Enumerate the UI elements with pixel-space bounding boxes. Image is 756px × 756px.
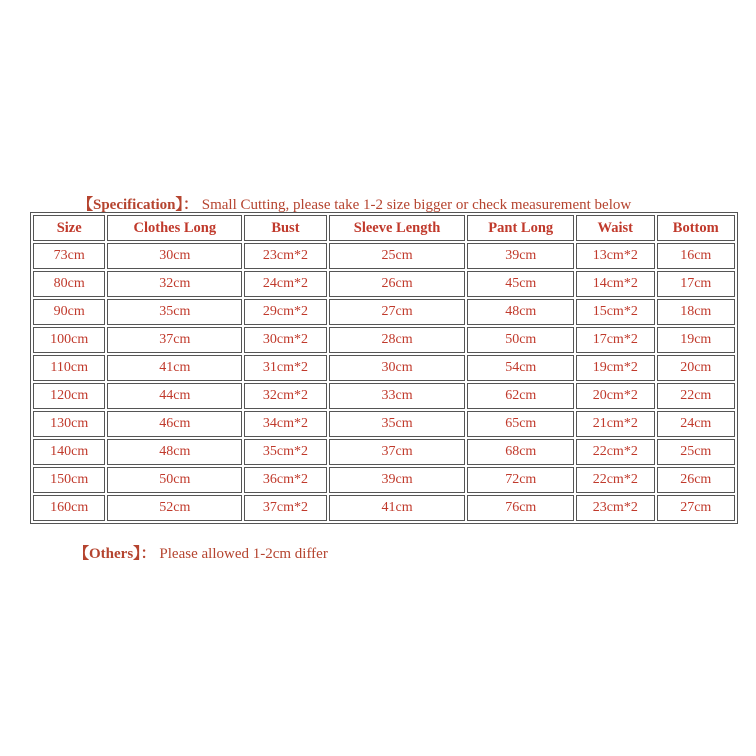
table-row <box>33 467 735 493</box>
others-label: 【Others】： <box>74 546 156 562</box>
table-cell: 28cm <box>329 327 466 353</box>
column-header: Size <box>33 215 105 241</box>
specification-label: 【Specification】： <box>78 197 198 213</box>
table-cell: 36cm*2 <box>244 467 326 493</box>
table-cell: 160cm <box>33 495 105 521</box>
table-cell: 50cm <box>467 327 574 353</box>
table-cell: 27cm <box>657 495 736 521</box>
table-cell: 37cm*2 <box>244 495 326 521</box>
table-cell: 20cm <box>657 355 736 381</box>
table-row <box>33 411 735 437</box>
table-row <box>33 383 735 409</box>
table-row <box>33 439 735 465</box>
table-cell: 72cm <box>467 467 574 493</box>
table-cell: 65cm <box>467 411 574 437</box>
table-cell: 24cm <box>657 411 736 437</box>
table-cell: 18cm <box>657 299 736 325</box>
table-cell: 16cm <box>657 243 736 269</box>
table-row <box>33 355 735 381</box>
table-cell: 26cm <box>329 271 466 297</box>
table-cell: 32cm*2 <box>244 383 326 409</box>
column-header: Sleeve Length <box>329 215 466 241</box>
table-cell: 20cm*2 <box>576 383 654 409</box>
table-cell: 19cm <box>657 327 736 353</box>
table-cell: 30cm <box>329 355 466 381</box>
table-cell: 52cm <box>107 495 242 521</box>
table-cell: 31cm*2 <box>244 355 326 381</box>
table-cell: 150cm <box>33 467 105 493</box>
table-cell: 14cm*2 <box>576 271 654 297</box>
table-cell: 25cm <box>329 243 466 269</box>
table-header-row <box>33 215 735 241</box>
table-row <box>33 495 735 521</box>
table-cell: 54cm <box>467 355 574 381</box>
table-cell: 120cm <box>33 383 105 409</box>
column-header: Bust <box>244 215 326 241</box>
table-cell: 41cm <box>107 355 242 381</box>
specification-text: Small Cutting, please take 1-2 size bigger or check measurement below <box>198 197 632 213</box>
table-row <box>33 271 735 297</box>
table-cell: 100cm <box>33 327 105 353</box>
table-cell: 22cm*2 <box>576 439 654 465</box>
table-cell: 30cm*2 <box>244 327 326 353</box>
others-note <box>74 542 328 563</box>
table-cell: 90cm <box>33 299 105 325</box>
table-cell: 80cm <box>33 271 105 297</box>
table-cell: 17cm <box>657 271 736 297</box>
table-cell: 27cm <box>329 299 466 325</box>
column-header: Waist <box>576 215 654 241</box>
table-cell: 110cm <box>33 355 105 381</box>
table-cell: 22cm*2 <box>576 467 654 493</box>
table-cell: 44cm <box>107 383 242 409</box>
table-cell: 25cm <box>657 439 736 465</box>
column-header: Pant Long <box>467 215 574 241</box>
others-text: Please allowed 1-2cm differ <box>155 546 328 562</box>
table-cell: 48cm <box>467 299 574 325</box>
table-cell: 140cm <box>33 439 105 465</box>
column-header: Bottom <box>657 215 736 241</box>
table-cell: 15cm*2 <box>576 299 654 325</box>
table-cell: 50cm <box>107 467 242 493</box>
table-cell: 33cm <box>329 383 466 409</box>
table-cell: 34cm*2 <box>244 411 326 437</box>
table-row <box>33 299 735 325</box>
table-cell: 37cm <box>329 439 466 465</box>
table-row <box>33 327 735 353</box>
table-cell: 73cm <box>33 243 105 269</box>
table-cell: 62cm <box>467 383 574 409</box>
table-cell: 17cm*2 <box>576 327 654 353</box>
table-cell: 26cm <box>657 467 736 493</box>
table-cell: 32cm <box>107 271 242 297</box>
table-cell: 46cm <box>107 411 242 437</box>
table-cell: 22cm <box>657 383 736 409</box>
table-row <box>33 243 735 269</box>
table-cell: 37cm <box>107 327 242 353</box>
table-cell: 68cm <box>467 439 574 465</box>
table-cell: 30cm <box>107 243 242 269</box>
table-cell: 35cm <box>107 299 242 325</box>
table-cell: 21cm*2 <box>576 411 654 437</box>
specification-note <box>78 193 631 214</box>
table-cell: 48cm <box>107 439 242 465</box>
table-cell: 76cm <box>467 495 574 521</box>
table-cell: 41cm <box>329 495 466 521</box>
size-chart-table <box>30 212 738 524</box>
table-cell: 29cm*2 <box>244 299 326 325</box>
table-cell: 39cm <box>467 243 574 269</box>
table-cell: 19cm*2 <box>576 355 654 381</box>
column-header: Clothes Long <box>107 215 242 241</box>
table-cell: 13cm*2 <box>576 243 654 269</box>
table-cell: 23cm*2 <box>244 243 326 269</box>
table-cell: 35cm <box>329 411 466 437</box>
table-cell: 39cm <box>329 467 466 493</box>
table-cell: 24cm*2 <box>244 271 326 297</box>
table-cell: 130cm <box>33 411 105 437</box>
table-cell: 23cm*2 <box>576 495 654 521</box>
table-cell: 45cm <box>467 271 574 297</box>
table-cell: 35cm*2 <box>244 439 326 465</box>
